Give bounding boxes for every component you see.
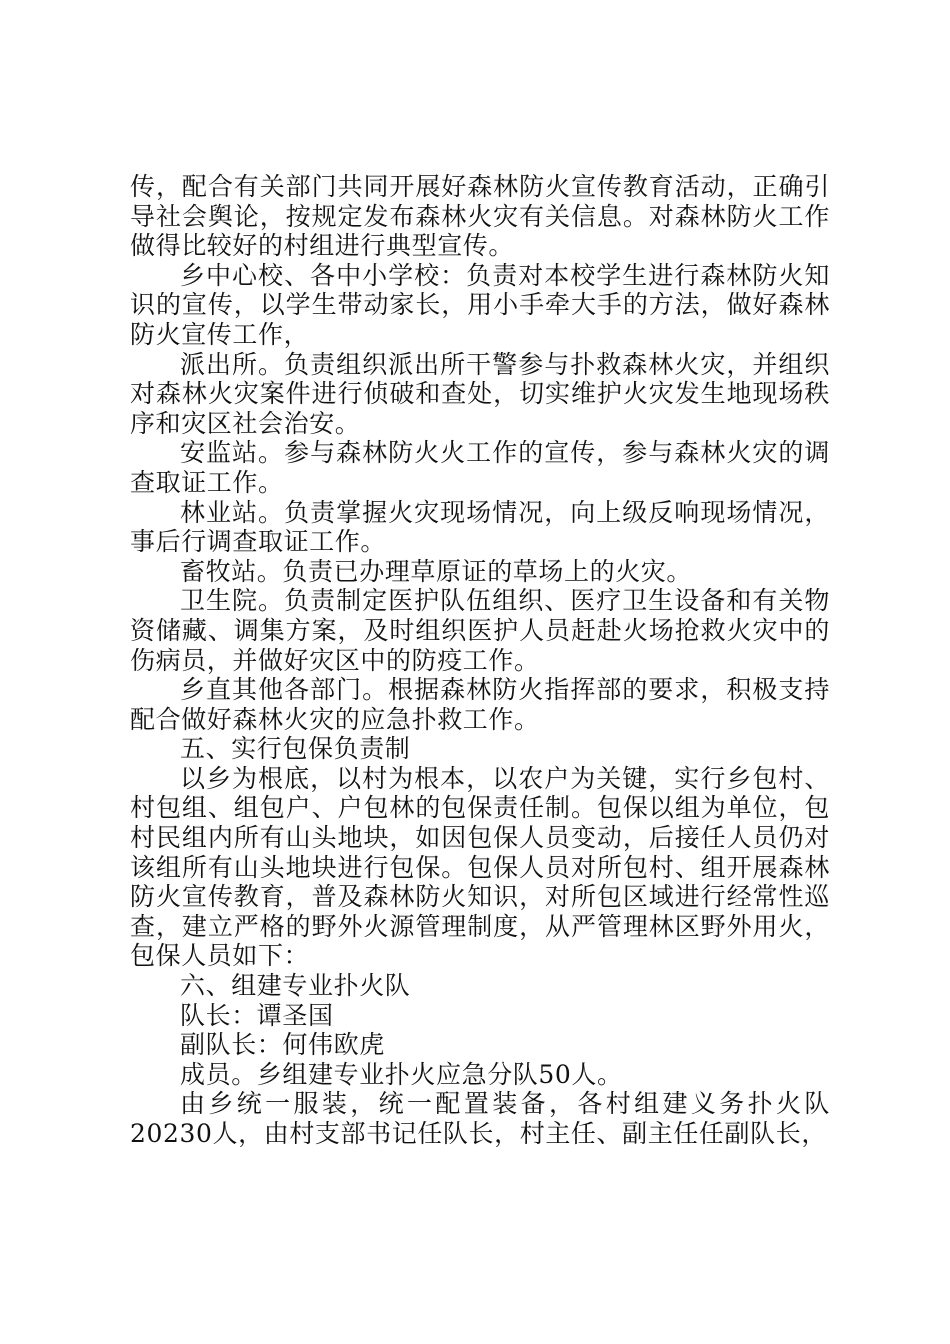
paragraph: 乡直其他各部门。根据森林防火指挥部的要求，积极支持配合做好森林火灾的应急扑救工作。 [130,675,830,734]
paragraph: 传，配合有关部门共同开展好森林防火宣传教育活动，正确引导社会舆论，按规定发布森林火灾有关信息。对森林防火工作做得比较好的村组进行典型宣传。 [130,172,830,261]
paragraph: 乡中心校、各中小学校：负责对本校学生进行森林防火知识的宣传，以学生带动家长，用小手牵大手的方法，做好森林防火宣传工作， [130,260,830,349]
paragraph: 由乡统一服装，统一配置装备，各村组建义务扑火队20230人，由村支部书记任队长，村主任、副主任任副队长， [130,1089,830,1148]
paragraph: 副队长：何伟欧虎 [180,1030,385,1060]
document-body [130,172,830,1149]
paragraph: 派出所。负责组织派出所干警参与扑救森林火灾，并组织对森林火灾案件进行侦破和查处，切实维护火灾发生地现场秩序和灾区社会治安。 [130,349,830,438]
paragraph: 卫生院。负责制定医护队伍组织、医疗卫生设备和有关物资储藏、调集方案，及时组织医护人员赶赴火场抢救火灾中的伤病员，并做好灾区中的防疫工作。 [130,586,830,675]
paragraph: 成员。乡组建专业扑火应急分队50人。 [180,1059,623,1089]
paragraph: 以乡为根底，以村为根本，以农户为关键，实行乡包村、村包组、组包户、户包林的包保责任制。包保以组为单位，包村民组内所有山头地块，如因包保人员变动，后接任人员仍对该组所有山头地块进行包保。包保人员对所包村、组开展森林防火宣传教育，普及森林防火知识，对所包区域进行经常性巡查，建立严格的野外火源管理制度，从严管理林区野外用火，包保人员如下： [130,763,830,971]
paragraph: 林业站。负责掌握火灾现场情况，向上级反响现场情况，事后行调查取证工作。 [130,497,830,557]
paragraph: 畜牧站。负责已办理草原证的草场上的火灾。 [180,556,693,586]
section-heading: 五、实行包保负责制 [180,734,411,764]
section-heading: 六、组建专业扑火队 [180,971,411,1001]
paragraph: 队长：谭圣国 [180,1000,334,1030]
paragraph: 安监站。参与森林防火火工作的宣传，参与森林火灾的调查取证工作。 [130,438,830,497]
